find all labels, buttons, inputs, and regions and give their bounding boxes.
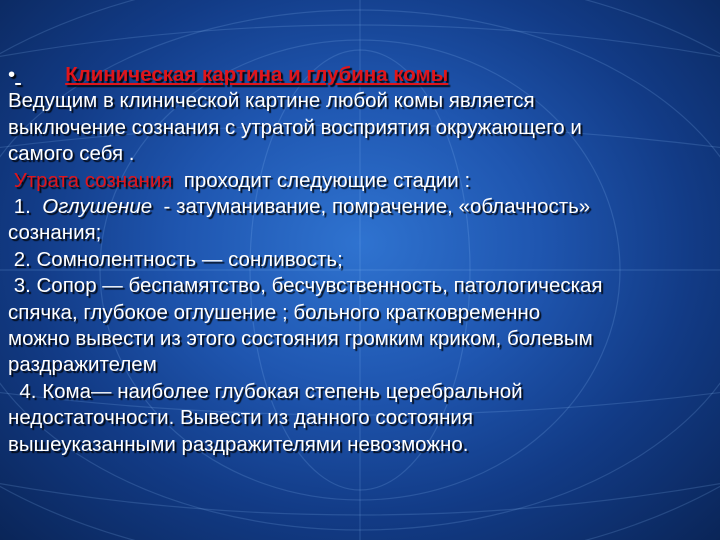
- stage-3: [8, 273, 714, 299]
- stage-1-cont: сознания;: [8, 221, 102, 245]
- stage-3-cont: можно вывести из этого состояния громким криком, болевым: [8, 327, 593, 351]
- bullet: •: [8, 63, 16, 86]
- intro-line: самого себя .: [8, 142, 135, 166]
- slide-text: [8, 62, 714, 458]
- stage-2-text: 2. Сомнолентность — сонливость;: [13, 247, 343, 271]
- intro-line: выключение сознания с утратой восприятия окружающего и: [8, 115, 582, 139]
- stage-4-cont: вышеуказанными раздражителями невозможно.: [8, 432, 469, 456]
- stage-3-cont: раздражителем: [8, 353, 157, 377]
- stage-4-cont: недостаточности. Вывести из данного состояния: [8, 406, 473, 430]
- stage-1: [8, 194, 714, 220]
- consciousness-loss-term: Утрата сознания: [13, 168, 173, 192]
- stage-3-cont: спячка, глубокое оглушение ; больного кратковременно: [8, 300, 541, 324]
- slide-title: Клиническая картина и глубина комы: [65, 63, 449, 86]
- stages-text: проходит следующие стадии :: [183, 168, 471, 192]
- stage-4-text: 4. Кома— наиболее глубокая степень церебральной: [19, 379, 523, 403]
- stage-3-text: 3. Сопор — беспамятство, бесчувственность, патологическая: [13, 274, 603, 298]
- title-underline-gap: [15, 62, 65, 88]
- stage-1-number: 1.: [13, 195, 31, 219]
- intro-line: Ведущим в клинической картине любой комы является: [8, 89, 535, 113]
- stage-1-term: Оглушение: [42, 195, 153, 219]
- stage-4: [8, 379, 714, 405]
- stages-heading: [8, 168, 714, 194]
- stage-2: [8, 247, 714, 273]
- title-line: [8, 62, 714, 88]
- stage-1-text: - затуманивание, помрачение, «облачность»: [163, 195, 591, 219]
